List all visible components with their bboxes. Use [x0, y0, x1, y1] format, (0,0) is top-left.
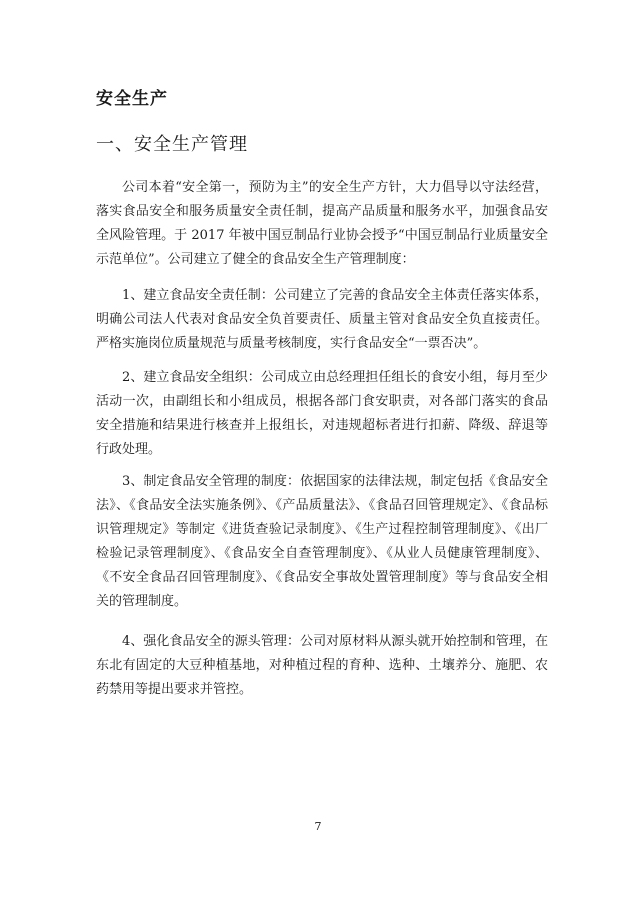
- list-item-regulations: 3、制定食品安全管理的制度：依据国家的法律法规，制定包括《食品安全法》、《食品安全法实施条例》、《产品质量法》、《食品召回管理规定》、《食品标识管理规定》等制定《进货查验记录制度》、《生产过程控制管理制度》、《出厂检验记录管理制度》、《食品安全自查管理制度》、《从业人员健康管理制度》、《不安全食品召回管理制度》、《食品安全事故处置管理制度》等与食品安全相关的管理制度。: [96, 474, 548, 609]
- list-item-source-management: 4、强化食品安全的源头管理：公司对原材料从源头就开始控制和管理，在东北有固定的大豆种植基地，对种植过程的育种、选种、土壤养分、施肥、农药禁用等提出要求并管控。: [96, 634, 548, 697]
- list-item-organization: 2、建立食品安全组织：公司成立由总经理担任组长的食安小组，每月至少活动一次，由副组长和小组成员，根据各部门食安职责，对各部门落实的食品安全措施和结果进行核查并上报组长，对违规超标者进行扣薪、降级、辞退等行政处理。: [96, 370, 548, 457]
- section-heading: 一、安全生产管理: [96, 134, 248, 155]
- page-title: 安全生产: [96, 89, 168, 109]
- page-number: 7: [314, 820, 322, 833]
- intro-paragraph: 公司本着“安全第一，预防为主”的安全生产方针，大力倡导以守法经营，落实食品安全和服务质量安全责任制，提高产品质量和服务水平，加强食品安全风险管理。于 2017 年被中国豆制品行业协会授予“中国豆制品行业质量安全示范单位”。公司建立了健全的食品安全生产管理制度：: [96, 180, 548, 267]
- list-item-responsibility: 1、建立食品安全责任制：公司建立了完善的食品安全主体责任落实体系，明确公司法人代表对食品安全负首要责任、质量主管对食品安全负直接责任。严格实施岗位质量规范与质量考核制度，实行食品安全“一票否决”。: [96, 288, 548, 351]
